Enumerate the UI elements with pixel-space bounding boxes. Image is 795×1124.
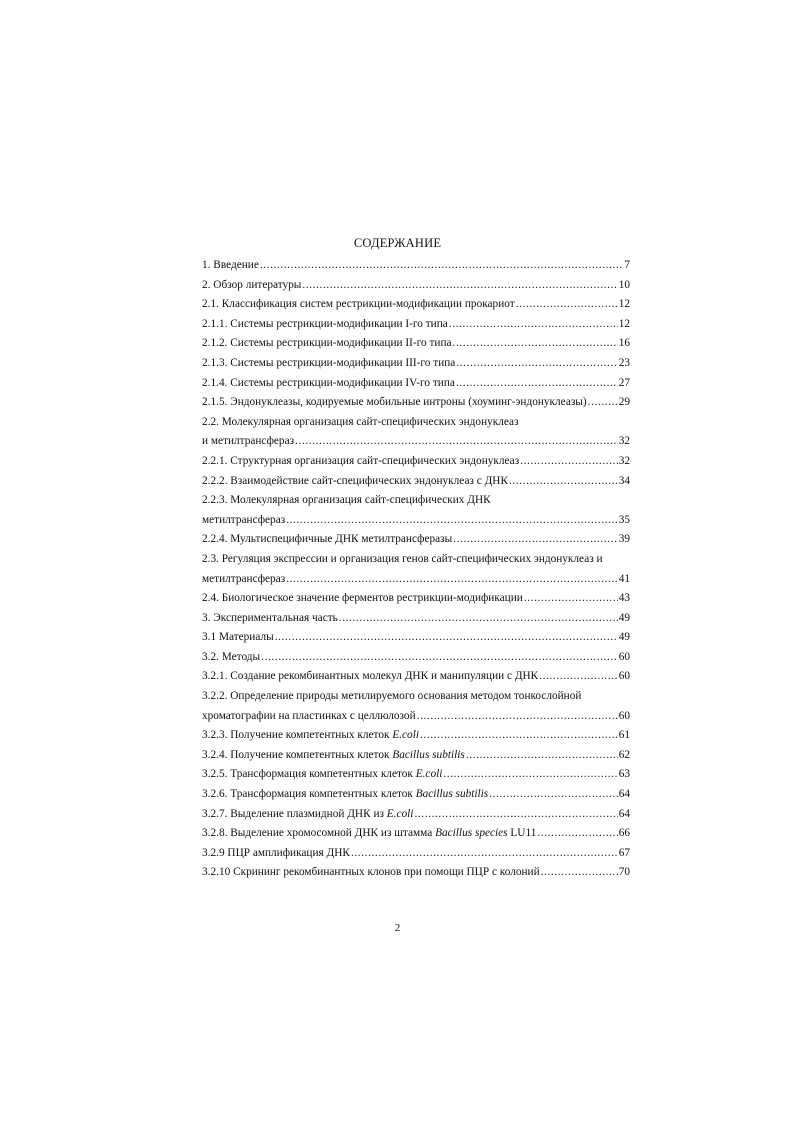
toc-entry-italic: E.coli bbox=[386, 807, 414, 820]
toc-leader-dots bbox=[449, 315, 618, 335]
toc-entry-suffix: LU11 bbox=[507, 827, 537, 840]
toc-page-number: 34 bbox=[618, 474, 630, 487]
toc-page-number: 32 bbox=[618, 435, 630, 448]
toc-leader-dots bbox=[516, 295, 618, 315]
toc-entry bbox=[202, 648, 630, 668]
toc-entry bbox=[202, 472, 630, 492]
toc-leader-dots bbox=[414, 805, 617, 825]
toc-leader-dots bbox=[537, 824, 617, 844]
toc-entry-text: 3.2.6. Трансформация компетентных клеток bbox=[202, 788, 416, 801]
toc-entry bbox=[202, 374, 630, 394]
toc-page-number: 16 bbox=[618, 337, 630, 350]
toc-entry-italic: E.coli bbox=[392, 729, 419, 742]
toc-leader-dots bbox=[295, 432, 618, 452]
toc-leader-dots bbox=[420, 726, 618, 746]
toc-leader-dots bbox=[456, 374, 618, 394]
page-number: 2 bbox=[394, 922, 401, 934]
toc-entry-text: 2. Обзор литературы bbox=[202, 278, 302, 291]
toc-entry-text: 3.2.4. Получение компетентных клеток bbox=[202, 748, 393, 761]
toc-page-number: 10 bbox=[618, 278, 630, 291]
toc-entry-italic: Bacillus subtilis bbox=[392, 748, 465, 761]
toc-leader-dots bbox=[456, 354, 617, 374]
toc-entry-title bbox=[202, 863, 540, 883]
toc-entry-text: 2.4. Биологическое значение ферментов рестрикции-модификации bbox=[202, 592, 523, 605]
toc-entry bbox=[202, 354, 630, 374]
toc-leader-dots bbox=[443, 765, 617, 785]
toc-page-number: 60 bbox=[618, 709, 630, 722]
toc-entry bbox=[202, 844, 630, 864]
toc-page-number: 12 bbox=[618, 298, 630, 311]
toc-page-number: 61 bbox=[618, 729, 630, 742]
toc-page-number: 62 bbox=[618, 748, 630, 761]
toc-heading-line: 2.3. Регуляция экспрессии и организация генов сайт-специфических эндонуклеаз и bbox=[202, 552, 603, 565]
toc-entry bbox=[202, 432, 630, 452]
toc-heading-line: 3.2.2. Определение природы метилируемого основания методом тонкослойной bbox=[202, 690, 582, 703]
toc-entry-text: 3.2.1. Создание рекомбинантных молекул ДНК и манипуляции с ДНК bbox=[202, 670, 539, 683]
toc-leader-dots bbox=[509, 472, 618, 492]
toc-page-number: 32 bbox=[618, 454, 630, 467]
toc-entry bbox=[202, 511, 630, 531]
toc-entry-title bbox=[202, 667, 538, 687]
toc-entry-text: 3.2.10 Скрининг рекомбинантных клонов при помощи ПЦР с колоний bbox=[202, 866, 540, 879]
toc-entry-text: метилтрансфераз bbox=[202, 572, 286, 585]
toc-entry-text: 3.2.8. Выделение хромосомной ДНК из штамма bbox=[202, 827, 436, 840]
toc-entry-title bbox=[202, 707, 416, 727]
toc-entry bbox=[202, 315, 630, 335]
toc-entry-title bbox=[202, 648, 260, 668]
toc-leader-dots bbox=[466, 746, 618, 766]
toc-entry-title bbox=[202, 334, 452, 354]
toc-entry-title bbox=[202, 765, 442, 785]
toc-entry bbox=[202, 589, 630, 609]
toc-entry bbox=[202, 805, 630, 825]
toc-entry-text: 3.2.9 ПЦР амплификация ДНК bbox=[202, 846, 350, 859]
toc-leader-dots bbox=[453, 334, 618, 354]
toc-leader-dots bbox=[286, 570, 618, 590]
toc-leader-dots bbox=[539, 667, 617, 687]
toc-entry-text: 2.2.4. Мультиспецифичные ДНК метилтрансферазы bbox=[202, 533, 453, 546]
toc-entry bbox=[202, 530, 630, 550]
toc-entry-title bbox=[202, 726, 419, 746]
toc-entry bbox=[202, 785, 630, 805]
toc-entry-title bbox=[202, 805, 413, 825]
toc-entry bbox=[202, 570, 630, 590]
toc-page-number: 60 bbox=[618, 650, 630, 663]
toc-entry-title bbox=[202, 256, 259, 276]
toc-leader-dots bbox=[417, 707, 618, 727]
toc-entry bbox=[202, 863, 630, 883]
toc-entry-title bbox=[202, 824, 536, 844]
toc-heading-line: 2.2.3. Молекулярная организация сайт-специфических ДНК bbox=[202, 494, 491, 507]
toc-entry-title bbox=[202, 844, 350, 864]
toc-page-number: 23 bbox=[618, 356, 630, 369]
toc-entry bbox=[202, 824, 630, 844]
toc-entry bbox=[202, 726, 630, 746]
toc-page-number: 49 bbox=[618, 611, 630, 624]
toc-title: СОДЕРЖАНИЕ bbox=[353, 236, 442, 250]
toc-page-number: 60 bbox=[618, 670, 630, 683]
toc-entry-text: 2.1.5. Эндонуклеазы, кодируемые мобильные интроны (хоуминг-эндонуклеазы) bbox=[202, 396, 587, 409]
toc-entry bbox=[202, 746, 630, 766]
toc-page-number: 63 bbox=[618, 768, 630, 781]
toc-entry-title bbox=[202, 276, 301, 296]
toc-page-number: 39 bbox=[618, 533, 630, 546]
toc-page-number: 7 bbox=[624, 259, 630, 271]
toc-entry bbox=[202, 628, 630, 648]
toc-page-number: 27 bbox=[618, 376, 630, 389]
toc-leader-dots bbox=[261, 648, 618, 668]
toc-entry-text: 2.1.1. Системы рестрикции-модификации I-го типа bbox=[202, 317, 448, 330]
toc-leader-dots bbox=[286, 511, 618, 531]
toc-entry-text: 2.1.4. Системы рестрикции-модификации IV-го типа bbox=[202, 376, 455, 389]
toc-entry-text: 2.1. Классификация систем рестрикции-модификации прокариот bbox=[202, 298, 515, 311]
toc-leader-dots bbox=[588, 393, 618, 413]
toc-entry-title bbox=[202, 589, 523, 609]
toc-entry-italic: E.coli bbox=[415, 768, 443, 781]
toc-leader-dots bbox=[351, 844, 618, 864]
toc-page-number: 70 bbox=[618, 866, 630, 879]
toc-page-number: 43 bbox=[618, 592, 630, 605]
toc-leader-dots bbox=[489, 785, 618, 805]
toc-page-number: 64 bbox=[618, 788, 630, 801]
toc-entry-title bbox=[202, 609, 338, 629]
toc-leader-dots bbox=[260, 256, 624, 276]
toc-page-number: 29 bbox=[618, 396, 630, 409]
toc-entry bbox=[202, 256, 630, 276]
toc-entry bbox=[202, 667, 630, 687]
toc-leader-dots bbox=[524, 589, 618, 609]
toc-leader-dots bbox=[541, 863, 618, 883]
toc-entry-title bbox=[202, 374, 455, 394]
toc-entry-text: 2.2.2. Взаимодействие сайт-специфических эндонуклеаз с ДНК bbox=[202, 474, 508, 487]
toc-entry-title bbox=[202, 472, 508, 492]
toc-page-number: 35 bbox=[618, 513, 630, 526]
toc-leader-dots bbox=[275, 628, 618, 648]
toc-entry bbox=[202, 276, 630, 296]
toc-entry-text: хроматографии на пластинках с целлюлозой bbox=[202, 709, 416, 722]
toc-heading-line: 2.2. Молекулярная организация сайт-специфических эндонуклеаз bbox=[202, 415, 519, 428]
toc-leader-dots bbox=[302, 276, 617, 296]
toc-entry-title bbox=[202, 354, 455, 374]
toc-entry-title bbox=[202, 295, 515, 315]
toc-entry-title bbox=[202, 785, 488, 805]
toc-entry-italic: Bacillus subtilis bbox=[415, 788, 489, 801]
toc-entry-title bbox=[202, 315, 448, 335]
toc-leader-dots bbox=[520, 452, 618, 472]
toc-entry-text: 2.2.1. Структурная организация сайт-специфических эндонуклеаз bbox=[202, 454, 520, 467]
toc-entry-text: 3.2.7. Выделение плазмидной ДНК из bbox=[202, 807, 387, 820]
toc-entry bbox=[202, 452, 630, 472]
toc-entry bbox=[202, 707, 630, 727]
toc-page-number: 12 bbox=[618, 317, 630, 330]
toc-entry-text: 1. Введение bbox=[202, 259, 259, 271]
toc-entry-title bbox=[202, 511, 285, 531]
toc-entry-text: 3.2.3. Получение компетентных клеток bbox=[202, 729, 393, 742]
toc-page-number: 64 bbox=[618, 807, 630, 820]
toc-entry-title bbox=[202, 432, 294, 452]
toc-entry-text: 3.1 Материалы bbox=[202, 631, 274, 644]
toc-entry-title bbox=[202, 452, 519, 472]
toc-entry bbox=[202, 393, 630, 413]
toc-leader-dots bbox=[453, 530, 618, 550]
toc-page-number: 67 bbox=[618, 846, 630, 859]
toc-entry-text: 3.2. Методы bbox=[202, 650, 261, 663]
toc-entry-text: 2.1.3. Системы рестрикции-модификации III-го типа bbox=[202, 356, 456, 369]
toc-entry-text: 2.1.2. Системы рестрикции-модификации II-го типа bbox=[202, 337, 452, 350]
toc-leader-dots bbox=[339, 609, 618, 629]
toc-entry bbox=[202, 609, 630, 629]
toc-entry-text: метилтрансфераз bbox=[202, 513, 286, 526]
toc-entry bbox=[202, 295, 630, 315]
toc-page-number: 41 bbox=[618, 572, 630, 585]
toc-entry-text: 3.2.5. Трансформация компетентных клеток bbox=[202, 768, 416, 781]
table-of-contents bbox=[202, 256, 630, 883]
toc-entry-title bbox=[202, 530, 452, 550]
toc-entry bbox=[202, 765, 630, 785]
toc-entry-italic: Bacillus species bbox=[435, 827, 508, 840]
toc-entry-text: и метилтрансфераз bbox=[202, 435, 295, 448]
toc-entry-title bbox=[202, 628, 274, 648]
toc-entry-title bbox=[202, 746, 465, 766]
toc-entry bbox=[202, 334, 630, 354]
toc-entry-title bbox=[202, 570, 285, 590]
toc-page-number: 49 bbox=[618, 631, 630, 644]
toc-entry-text: 3. Экспериментальная часть bbox=[202, 611, 338, 624]
toc-page-number: 66 bbox=[618, 827, 630, 840]
toc-entry-title bbox=[202, 393, 587, 413]
